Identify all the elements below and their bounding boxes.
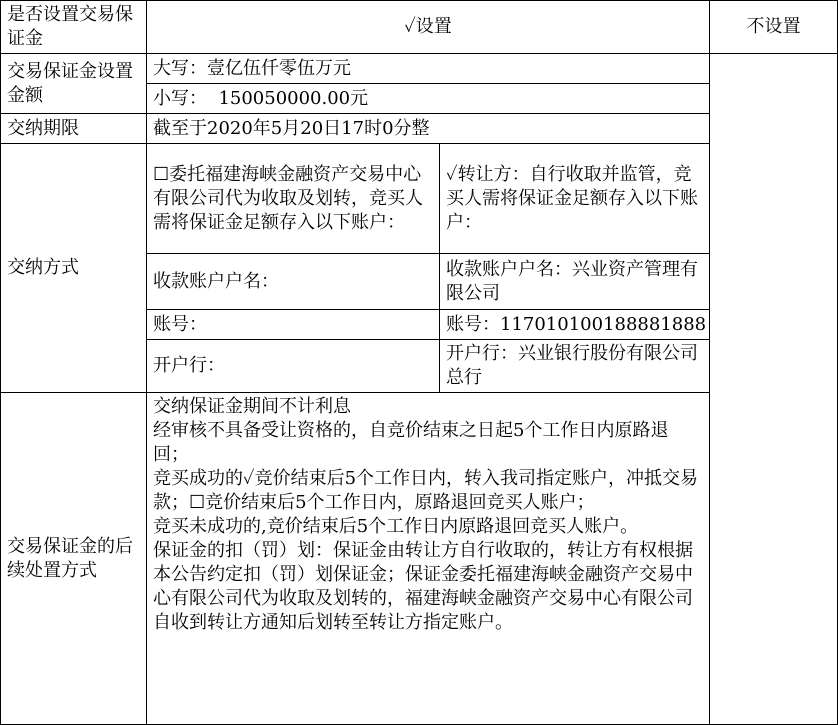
label-deposit-amount: 交易保证金设置金额 (1, 54, 147, 114)
option-set: ✓设置 (147, 1, 710, 54)
followup-line: 竞买未成功的,竞价结束后5个工作日内原路退回竞买人账户。 (153, 516, 639, 537)
label-deposit-setting: 是否设置交易保证金 (1, 1, 147, 54)
label-payment-method: 交纳方式 (1, 144, 147, 393)
followup-content (147, 393, 710, 725)
followup-line: 保证金的扣（罚）划：保证金由转让方自行收取的，转让方有权根据本公告约定扣（罚）划保证金；保证金委托福建海峡金融资产交易中心有限公司代为收取及划转的，福建海峡金融资产交易中心有限公司自收到转让方通知后划转至转让方指定账户。 (153, 540, 693, 633)
option-transferor-self: ✓转让方：自行收取并监管，竞买人需将保证金足额存入以下账户： (440, 144, 710, 254)
right-account-name: 收款账户户名：兴业资产管理有限公司 (440, 254, 710, 310)
row-deposit-setting (1, 1, 838, 54)
left-account-number: 账号： (147, 310, 440, 340)
row-amount-upper (1, 54, 838, 84)
left-bank: 开户行： (147, 340, 440, 393)
option-entrust-center: ☐委托福建海峡金融资产交易中心有限公司代为收取及划转，竞买人需将保证金足额存入以下账户： (147, 144, 440, 254)
deadline-value: 截至于2020年5月20日17时0分整 (147, 114, 710, 144)
label-deadline: 交纳期限 (1, 114, 147, 144)
amount-lower: 小写： 150050000.00元 (147, 84, 710, 114)
followup-line: 交纳保证金期间不计利息 (153, 396, 351, 417)
left-account-name: 收款账户户名： (147, 254, 440, 310)
option-not-set: 不设置 (710, 1, 838, 54)
blank-not-set-column (710, 54, 838, 725)
right-account-number: 账号：117010100188881888 (440, 310, 710, 340)
amount-upper: 大写：壹亿伍仟零伍万元 (147, 54, 710, 84)
right-bank: 开户行：兴业银行股份有限公司总行 (440, 340, 710, 393)
followup-line: 竞买成功的✓竞价结束后5个工作日内，转入我司指定账户，冲抵交易款；☐竞价结束后5个工作日内，原路退回竞买人账户； (153, 468, 699, 513)
followup-line: 经审核不具备受让资格的，自竞价结束之日起5个工作日内原路退回； (153, 420, 669, 465)
label-followup: 交易保证金的后续处置方式 (1, 393, 147, 725)
